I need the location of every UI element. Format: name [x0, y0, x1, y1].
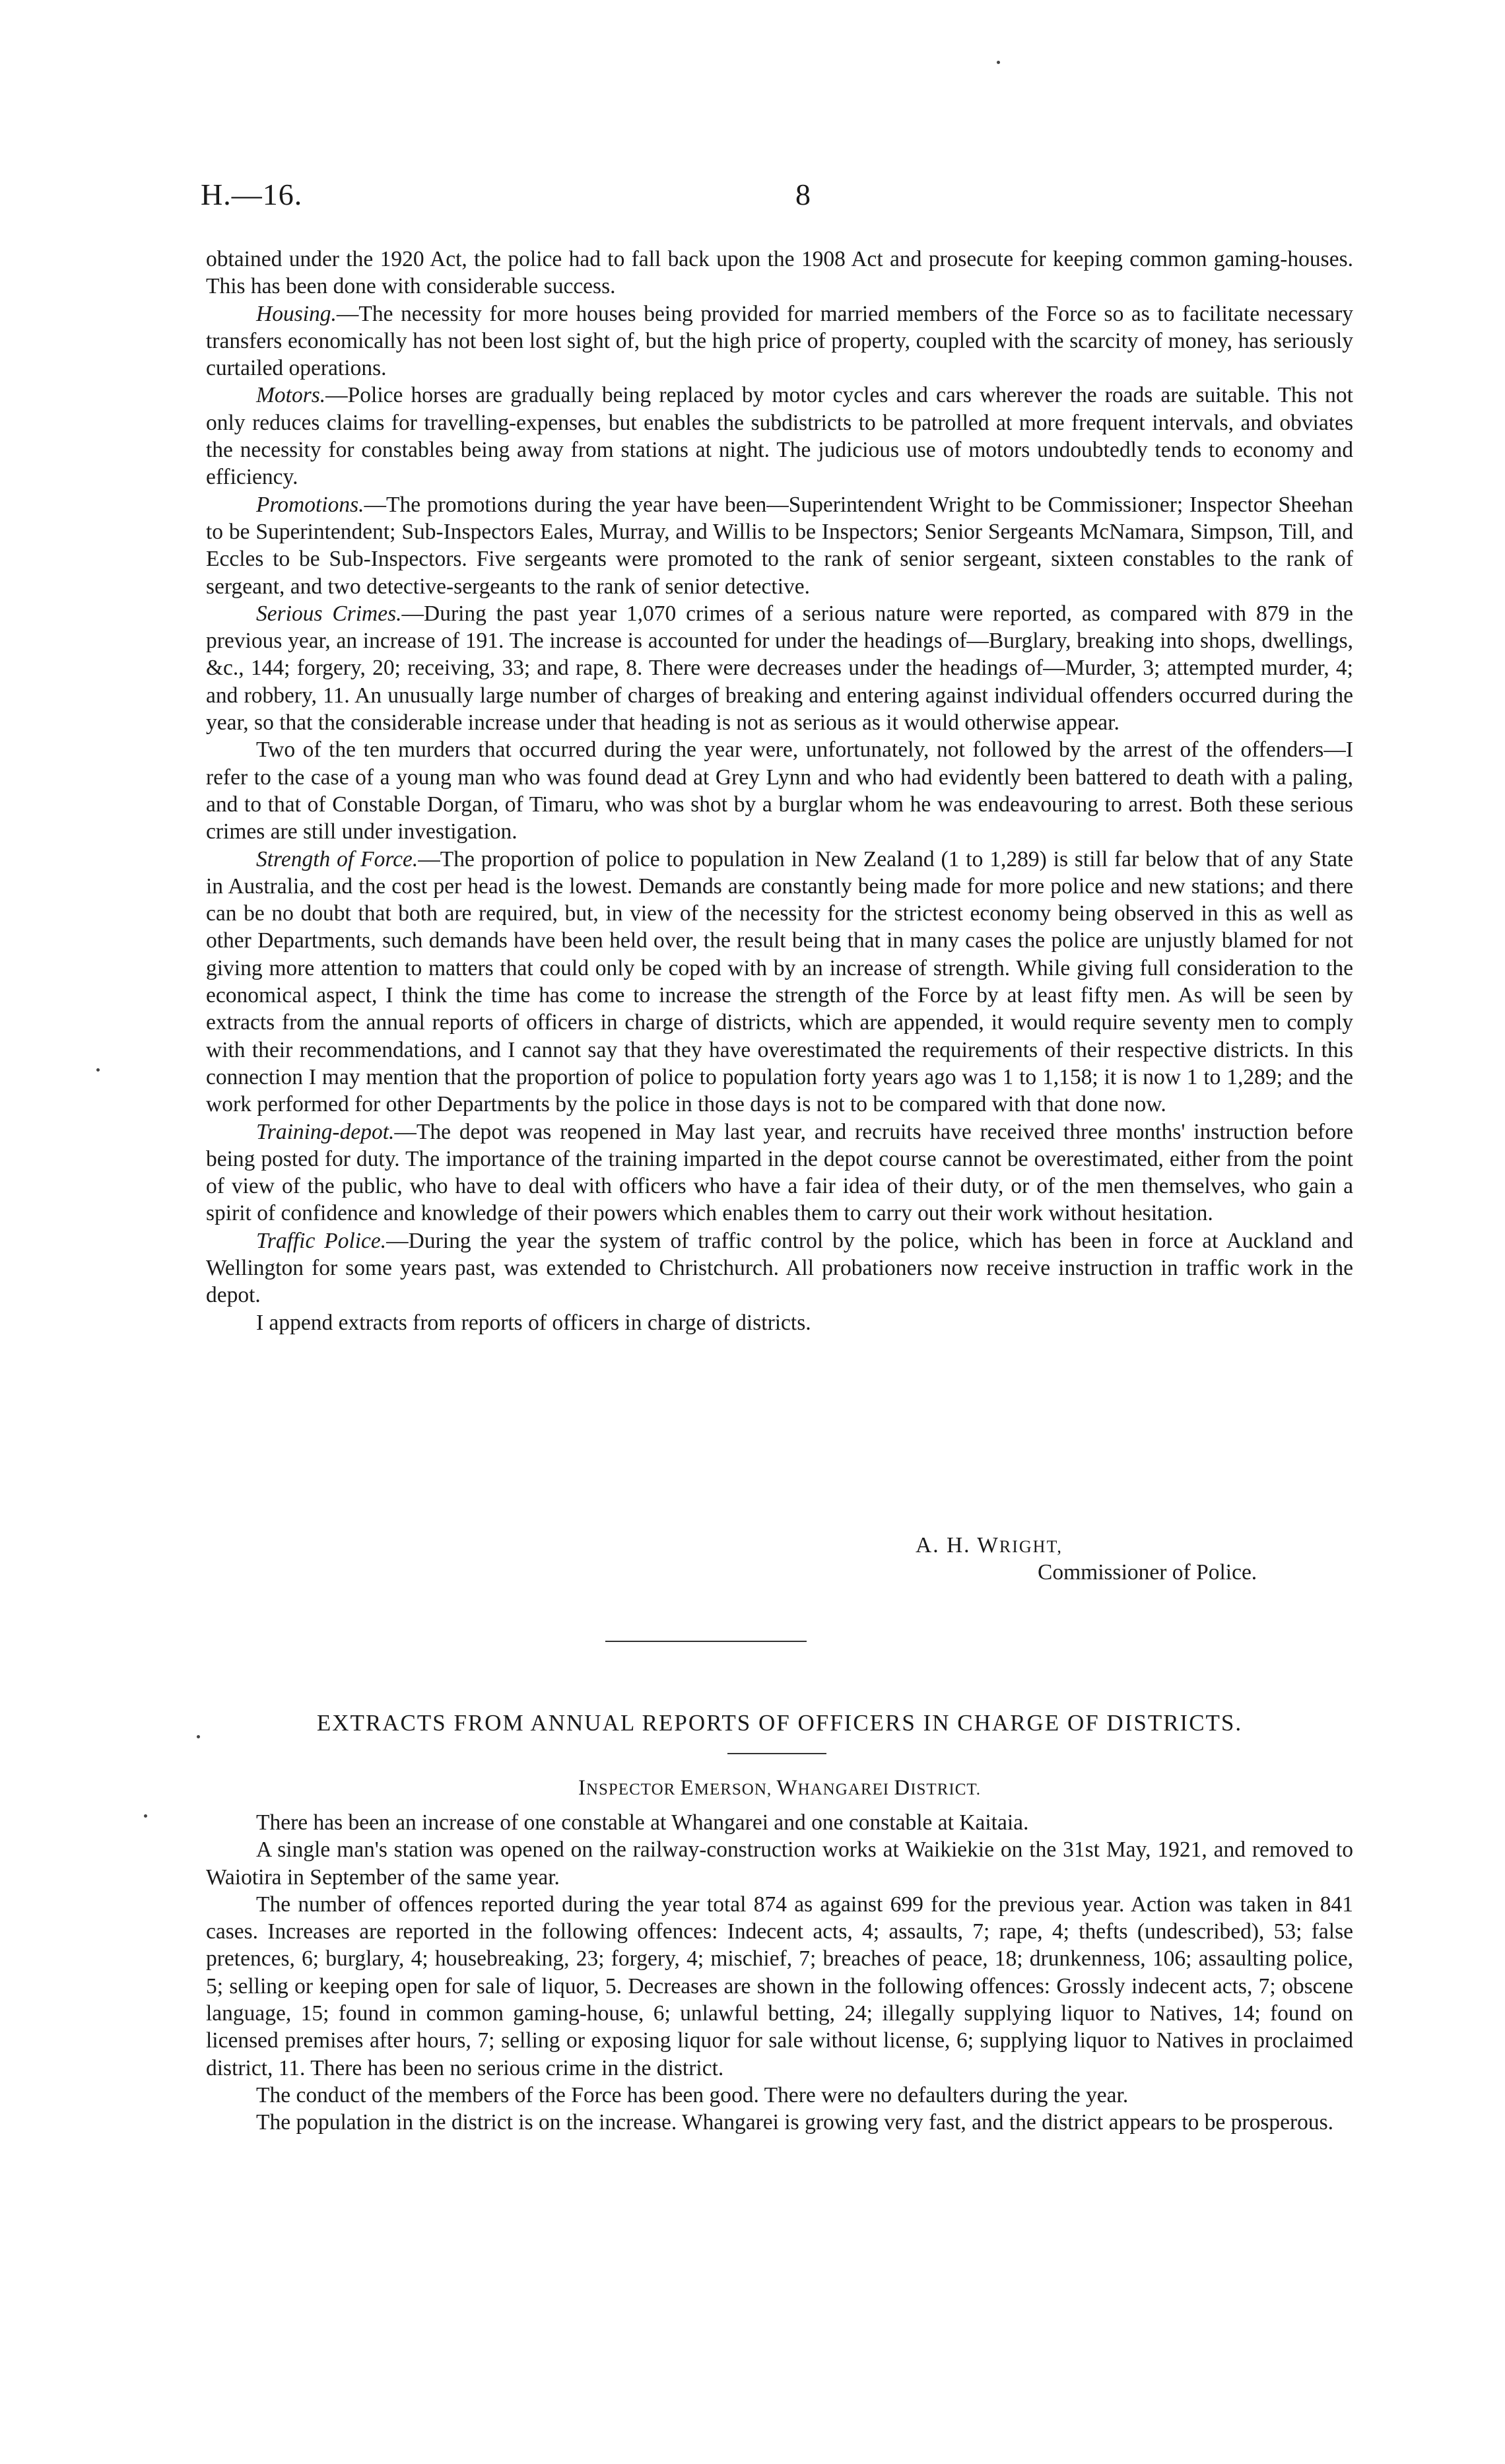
paragraph-text: —During the past year 1,070 crimes of a serious nature were reported, as compared with 879 in the previous year, an increase of 191. The increase is accounted for under the headings of—Burglary, breaking into shops, dwellings, &c., 144; forgery, 20; receiving, 33; and rape, 8. There were decreases under the headings of—Murder, 3; attempted murder, 4; and robbery, 11. An unusually large number of charges of breaking and entering against individual offenders occurred during the year, so that the considerable increase under that heading is not as serious as it would otherwise appear. [206, 601, 1353, 736]
paragraph-serious-crimes [206, 600, 1353, 736]
signatory-title: Commissioner of Police. [1038, 1560, 1257, 1585]
section-heading: Traffic Police. [256, 1228, 387, 1253]
extract-paragraph: A single man's station was opened on the railway-construction works at Waikiekie on the 31st May, 1921, and removed to Waiotira in September of the same year. [206, 1837, 1353, 1890]
section-heading: Serious Crimes. [256, 601, 402, 626]
paragraph-text: obtained under the 1920 Act, the police had to fall back upon the 1908 Act and prosecute for keeping common gaming-houses. This has been done with considerable success. [206, 247, 1353, 299]
scan-speck [997, 61, 1000, 64]
paragraph-text: —Police horses are gradually being replaced by motor cycles and cars wherever the roads are suitable. This not only reduces claims for travelling-expenses, but enables the subdistricts to be patrolled at more frequent intervals, and obviates the necessity for constables being away from stations at night. The judicious use of motors undoubtedly tends to economy and efficiency. [206, 383, 1353, 490]
scan-speck [197, 1735, 200, 1738]
paragraph-training-depot [206, 1118, 1353, 1227]
district-subtitle: INSPECTOR EMERSON, WHANGAREI DISTRICT. [578, 1776, 982, 1800]
document-page [201, 0, 1353, 2464]
scan-speck [96, 1068, 100, 1072]
paragraph-strength-of-force [206, 846, 1353, 1118]
paragraph-text: —During the year the system of traffic control by the police, which has been in force at Auckland and Wellington for some years past, was extended to Christchurch. All probationers now receive instruction in traffic work in the depot. [206, 1228, 1353, 1308]
paragraph-text: —The necessity for more houses being provided for married members of the Force so as to facilitate necessary transfers economically has not been lost sight of, but the high price of property, coupled with the scarcity of money, has seriously curtailed operations. [206, 301, 1353, 381]
paragraph-housing [206, 300, 1353, 382]
section-heading: Promotions. [256, 492, 364, 517]
title-divider [727, 1753, 826, 1754]
paragraph-promotions [206, 491, 1353, 600]
extract-paragraph: The number of offences reported during the year total 874 as against 699 for the previous year. Action was taken in 841 cases. Increases are reported in the following offences: Indecent acts, 4; assaults, 7; rape, 4; thefts (undescribed), 53; false pretences, 6; burglary, 4; housebreaking, 23; forgery, 4; mischief, 7; breaches of peace, 18; drunkenness, 106; assaulting police, 5; selling or keeping open for sale of liquor, 5. Decreases are shown in the following offences: Grossly indecent acts, 7; obscene language, 15; found in common gaming-house, 6; unlawful betting, 24; illegally supplying liquor to Natives, 14; found on licensed premises after hours, 7; selling or exposing liquor for sale without license, 6; supplying liquor to Natives in proclaimed district, 11. There has been no serious crime in the district. [206, 1892, 1353, 2080]
page-number: 8 [795, 178, 811, 211]
extract-paragraph: The conduct of the members of the Force has been good. There were no defaulters during the year. [256, 2082, 1129, 2107]
section-heading: Training-depot. [256, 1119, 395, 1144]
paragraph-text: —The promotions during the year have been—Superintendent Wright to be Commissioner; Inspector Sheehan to be Superintendent; Sub-Inspectors Eales, Murray, and Willis to be Inspectors; Senior Sergeants McNamara, Simpson, Till, and Eccles to be Sub-Inspectors. Five sergeants were promoted to the rank of senior sergeant, sixteen constables to the rank of sergeant, and two detective-sergeants to the rank of senior detective. [206, 492, 1353, 599]
paragraph-text: —The proportion of police to population in New Zealand (1 to 1,289) is still far below that of any State in Australia, and the cost per head is the lowest. Demands are constantly being made for more police and new stations; and there can be no doubt that both are required, but, in view of the necessity for the strictest economy being observed in this as well as other Departments, such demands have been held over, the result being that in many cases the police are unjustly blamed for not giving more attention to matters that could only be coped with by an increase of strength. While giving full consideration to the economical aspect, I think the time has come to increase the strength of the Force by at least fifty men. As will be seen by extracts from the annual reports of officers in charge of districts, which are appended, it would require seventy men to comply with their recommendations, and I cannot say that they have overestimated the requirements of their respective districts. In this connection I may mention that the proportion of police to population forty years ago was 1 to 1,158; it is now 1 to 1,289; and the work performed for other Departments by the police in those days is not to be compared with that done now. [206, 846, 1353, 1117]
paragraph-motors [206, 382, 1353, 491]
signatory-name: A. H. WRIGHT, [916, 1533, 1063, 1557]
document-reference: H.—16. [201, 178, 303, 211]
paragraph-gaming-houses [206, 246, 1353, 300]
page-header [201, 177, 1353, 223]
section-heading: Strength of Force. [256, 846, 418, 872]
extract-paragraph: There has been an increase of one constable at Whangarei and one constable at Kaitaia. [256, 1810, 1029, 1835]
section-divider [605, 1641, 807, 1642]
extract-paragraph: The population in the district is on the increase. Whangarei is growing very fast, and the district appears to be prosperous. [256, 2110, 1334, 2135]
scan-speck [144, 1814, 147, 1818]
paragraph-append-extracts [206, 1309, 1353, 1336]
paragraph-text: Two of the ten murders that occurred during the year were, unfortunately, not followed by the arrest of the offenders—I refer to the case of a young man who was found dead at Grey Lynn and who had evidently been battered to death with a paling, and to that of Constable Dorgan, of Timaru, who was shot by a burglar whom he was endeavouring to arrest. Both these serious crimes are still under investigation. [206, 737, 1353, 844]
report-body [206, 246, 1353, 1336]
paragraph-murders [206, 736, 1353, 845]
paragraph-text: I append extracts from reports of officers in charge of districts. [256, 1310, 811, 1335]
extracts-title: EXTRACTS FROM ANNUAL REPORTS OF OFFICERS IN CHARGE OF DISTRICTS. [316, 1710, 1243, 1736]
paragraph-text: —The depot was reopened in May last year, and recruits have received three months' instruction before being posted for duty. The importance of the training imparted in the depot course cannot be overestimated, either from the point of view of the public, who have to deal with officers who have a fair idea of their duty, or of the men themselves, who gain a spirit of confidence and knowledge of their powers which enables them to carry out their work without hesitation. [206, 1119, 1353, 1226]
section-heading: Housing. [256, 301, 337, 326]
district-report-body [206, 1809, 1353, 2137]
paragraph-traffic-police [206, 1227, 1353, 1309]
section-heading: Motors. [256, 383, 326, 408]
